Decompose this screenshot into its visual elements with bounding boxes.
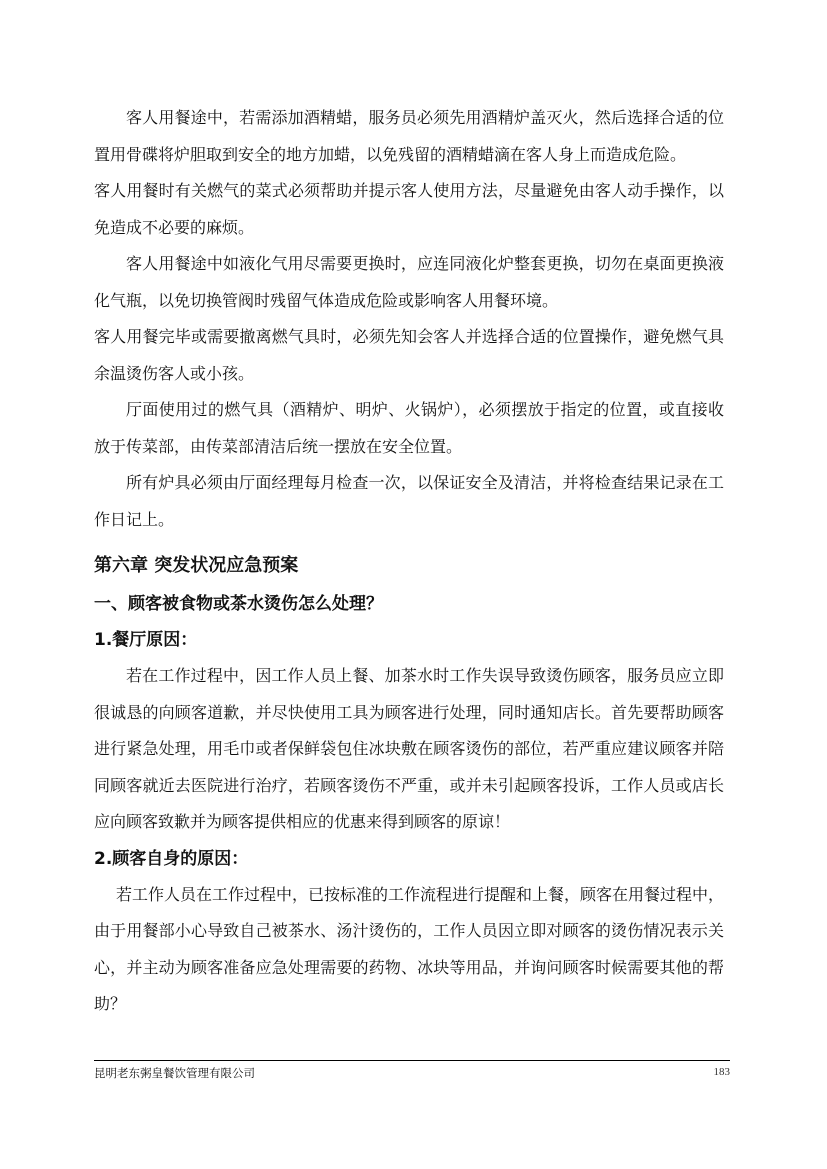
subsection-customer-cause-title: 2.顾客自身的原因： — [94, 848, 249, 869]
paragraph-alcohol-wax: 客人用餐途中，若需添加酒精蜡，服务员必须先用酒精炉盖灭火，然后选择合适的位置用骨碟将炉胆取到安全的地方加蜡，以免残留的酒精蜡滴在客人身上而造成危险。 — [94, 108, 724, 164]
footer-divider — [94, 1060, 730, 1061]
chapter-title: 第六章 突发状况应急预案 — [94, 555, 299, 576]
subsection-restaurant-cause-text: 若在工作过程中，因工作人员上餐、加茶水时工作失误导致烫伤顾客，服务员应立即很诚恳的向顾客道歉，并尽快使用工具为顾客进行处理，同时通知店长。首先要帮助顾客进行紧急处理，用毛巾或者保鲜袋包住冰块敷在顾客烫伤的部位，若严重应建议顾客并陪同顾客就近去医院进行治疗，若顾客烫伤不严重，或并未引起顾客投诉，工作人员或店长应向顾客致歉并为顾客提供相应的优惠来得到顾客的原谅！ — [94, 666, 724, 831]
document-body — [94, 100, 724, 1023]
paragraph-gas-dishes: 客人用餐时有关燃气的菜式必须帮助并提示客人使用方法，尽量避免由客人动手操作，以免造成不必要的麻烦。 — [94, 181, 724, 237]
subsection-restaurant-cause-title: 1.餐厅原因： — [94, 630, 198, 650]
paragraph-store-appliances: 厅面使用过的燃气具（酒精炉、明炉、火锅炉），必须摆放于指定的位置，或直接收放于传菜部，由传菜部清洁后统一摆放在安全位置。 — [94, 400, 724, 456]
paragraph-monthly-check: 所有炉具必须由厅面经理每月检查一次，以保证安全及清洁，并将检查结果记录在工作日记上。 — [94, 473, 724, 529]
subsection-customer-cause-text: 若工作人员在工作过程中，已按标准的工作流程进行提醒和上餐，顾客在用餐过程中，由于用餐部小心导致自己被茶水、汤汁烫伤的，工作人员因立即对顾客的烫伤情况表示关心，并主动为顾客准备应急处理需要的药物、冰块等用品，并询问顾客时候需要其他的帮助？ — [94, 884, 725, 1013]
footer-company-name: 昆明老东粥皇餐饮管理有限公司 — [94, 1066, 255, 1080]
footer-page-number: 183 — [713, 1066, 730, 1078]
paragraph-lpg-replacement: 客人用餐途中如液化气用尽需要更换时，应连同液化炉整套更换，切勿在桌面更换液化气瓶，以免切换管阀时残留气体造成危险或影响客人用餐环境。 — [94, 254, 724, 310]
paragraph-remove-gas-appliance: 客人用餐完毕或需要撤离燃气具时，必须先知会客人并选择合适的位置操作，避免燃气具余温烫伤客人或小孩。 — [94, 327, 724, 383]
section-title: 一、顾客被食物或茶水烫伤怎么处理？ — [94, 594, 383, 614]
